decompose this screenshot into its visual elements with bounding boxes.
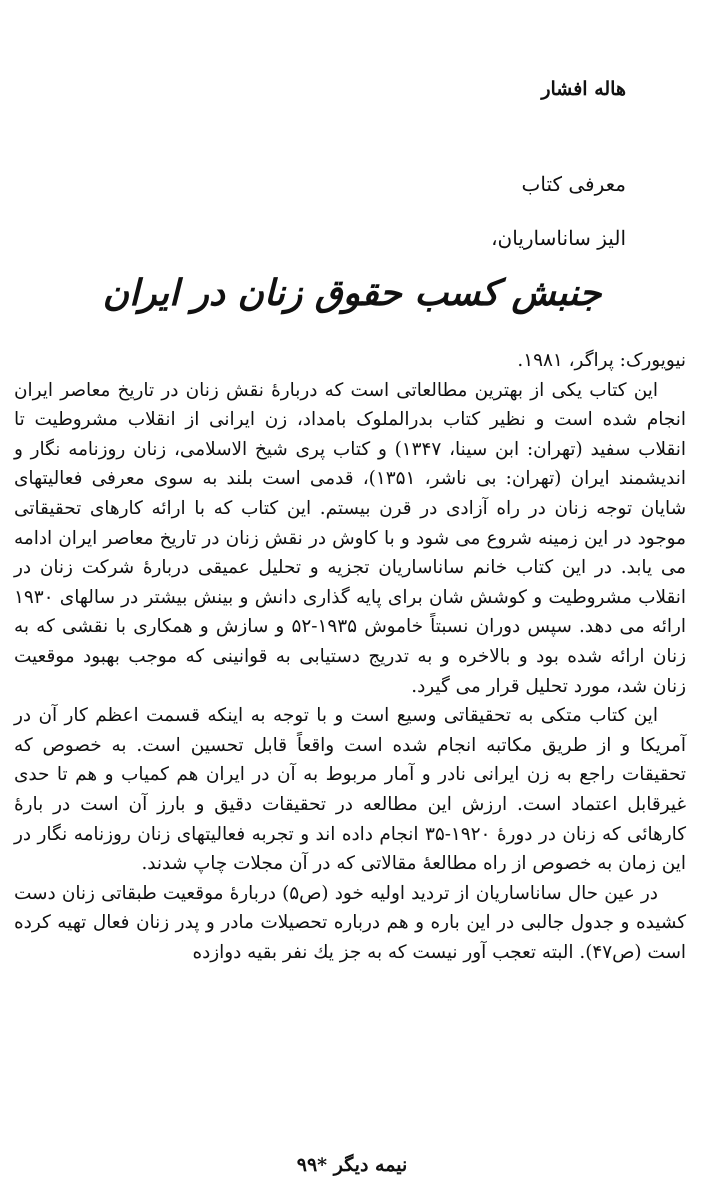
article-author: هاله افشار [541, 78, 626, 100]
book-title: جنبش کسب حقوق زنان در ایران [102, 272, 602, 314]
paragraph-2: این کتاب متکی به تحقیقاتی وسیع است و با توجه به اینکه قسمت اعظم کار آن در آمریکا و از طریق مکاتبه انجام شده است واقعاً قابل تحسین است. به خصوص که تحقیقات راجع به زن ایرانی نادر و آمار مربوط به آن در ایران هم کمیاب و هم تا حدی غیرقابل اعتماد است. ارزش این مطالعه در تحقیقات دقیق و بارز آن است در بارهٔ کارهائی که زنان در دورهٔ ۱۹۲۰-۳۵ انجام داده اند و تجربه فعالیتهای زنان روزنامه نگار در این زمان به خصوص از راه مطالعهٔ مقالاتی که در آن مجلات چاپ شدند. [14, 705, 686, 875]
article-body [14, 346, 686, 967]
paragraph-3: در عین حال ساناساریان از تردید اولیه خود (ص۵) دربارهٔ موقعیت طبقاتی زنان دست کشیده و جدول جالبی در این باره و هم درباره تحصیلات مادر و پدر زنان فعال تهیه کرده است (ص۴۷). البته تعجب آور نیست که به جز یك نفر بقیه دوازده [14, 882, 686, 963]
page-footer: نیمه دیگر *۹۹ [296, 1154, 408, 1176]
paragraph-1: این کتاب یکی از بهترین مطالعاتی است که دربارهٔ نقش زنان در تاریخ معاصر ایران انجام شده است و نظیر کتاب بدرالملوک بامداد، زن ایرانی از انقلاب مشروطیت تا انقلاب سفید (تهران: ابن سینا، ۱۳۴۷) و کتاب پری شیخ الاسلامی، زنان روزنامه نگار و اندیشمند ایران (تهران: بی ناشر، ۱۳۵۱)، قدمی است بلند به سوی معرفی فعالیتهای شایان توجه زنان در راه آزادی در قرن بیستم. این کتاب که با ارائه کارهای تحقیقاتی موجود در این زمینه شروع می شود و با کاوش در نقش زنان در تاریخ معاصر ایران ادامه می یابد. در این کتاب خانم ساناساریان تجزیه و تحلیل عمیقی دربارهٔ شرکت زنان در انقلاب مشروطیت و کوشش شان برای پایه گذاری دانش و بینش بیشتر در سالهای ۱۹۳۰ ارائه می دهد. سپس دوران نسبتاً خاموش ۱۹۳۵-۵۲ و سازش و همکاری با نقشی که به زنان ارائه شده بود و بالاخره و به تدریج دستیابی به قوانینی که موجب بهبود موقعیت زنان شد، مورد تحلیل قرار می گیرد. [14, 379, 687, 697]
book-author: الیز ساناساریان، [491, 226, 626, 250]
section-label: معرفی کتاب [521, 172, 626, 196]
publication-info: نیویورک: پراگر، ۱۹۸۱. [517, 350, 686, 371]
